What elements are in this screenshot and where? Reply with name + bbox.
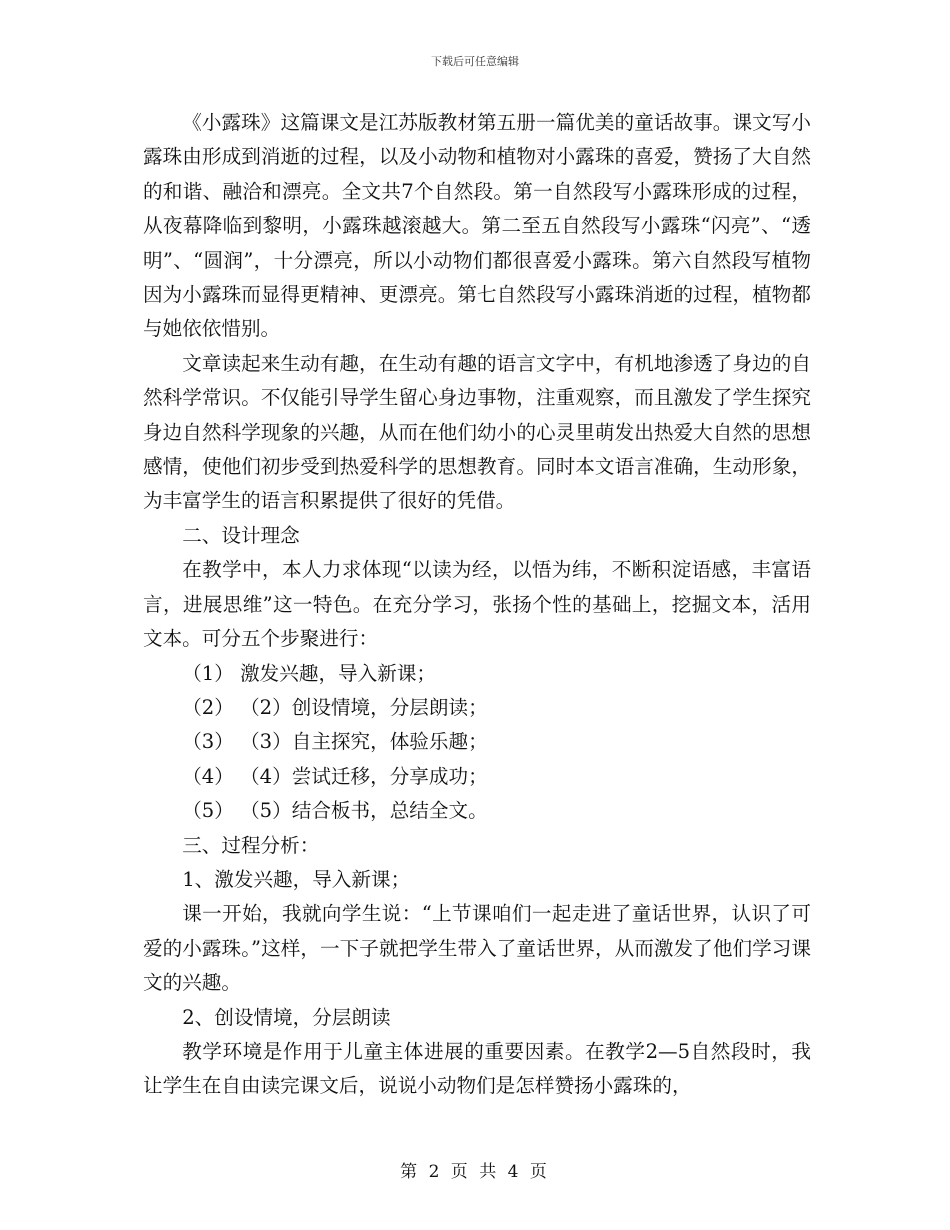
paragraph-step-1: 课一开始，我就向学生说：“上节课咱们一起走进了童话世界，认识了可爱的小露珠。”这样，一下子就把学生带入了童话世界，从而激发了他们学习课文的兴趣。 — [143, 902, 811, 995]
list-item-step-5: （5） （5）结合板书，总结全文。 — [182, 799, 488, 823]
list-item-step-2: （2） （2）创设情境，分层朗读； — [182, 695, 488, 719]
paragraph-reading: 文章读起来生动有趣，在生动有趣的语言文字中，有机地渗透了身边的自然科学常识。不仅能引导学生留心身边事物，注重观察，而且激发了学生探究身边自然科学现象的兴趣，从而在他们幼小的心灵里萌发出热爱大自然的思想感情，使他们初步受到热爱科学的思想教育。同时本文语言准确，生动形象，为丰富学生的语言积累提供了很好的凭借。 — [143, 351, 811, 513]
subheading-step-1: 1、激发兴趣，导入新课； — [182, 867, 411, 891]
list-item-step-1: （1） 激发兴趣，导入新课； — [182, 661, 437, 685]
list-item-step-4: （4） （4）尝试迁移，分享成功； — [182, 764, 488, 788]
page-header: 下载后可任意编辑 — [431, 55, 519, 68]
paragraph-step-2: 教学环境是作用于儿童主体进展的重要因素。在教学2—5自然段时，我让学生在自由读完课文后，说说小动物们是怎样赞扬小露珠的， — [143, 1039, 811, 1098]
section-heading-design: 二、设计理念 — [182, 523, 300, 547]
page-number: 第 2 页 共 4 页 — [400, 1162, 550, 1182]
paragraph-intro: 《小露珠》这篇课文是江苏版教材第五册一篇优美的童话故事。课文写小露珠由形成到消逝的过程，以及小动物和植物对小露珠的喜爱，赞扬了大自然的和谐、融洽和漂亮。全文共7个自然段。第一自然段写小露珠形成的过程，从夜幕降临到黎明，小露珠越滚越大。第二至五自然段写小露珠“闪亮”、“透明”、“圆润”，十分漂亮，所以小动物们都很喜爱小露珠。第六自然段写植物因为小露珠而显得更精神、更漂亮。第七自然段写小露珠消逝的过程，植物都与她依依惜别。 — [143, 111, 811, 341]
section-heading-process: 三、过程分析： — [182, 833, 320, 857]
paragraph-design: 在教学中，本人力求体现“以读为经，以悟为纬，不断积淀语感，丰富语言，进展思维”这一特色。在充分学习，张扬个性的基础上，挖掘文本，活用文本。可分五个步聚进行： — [143, 558, 811, 651]
document-body — [143, 106, 811, 1104]
list-item-step-3: （3） （3）自主探究，体验乐趣； — [182, 730, 488, 754]
subheading-step-2: 2、创设情境，分层朗读 — [182, 1005, 391, 1029]
page-footer — [0, 1157, 950, 1182]
